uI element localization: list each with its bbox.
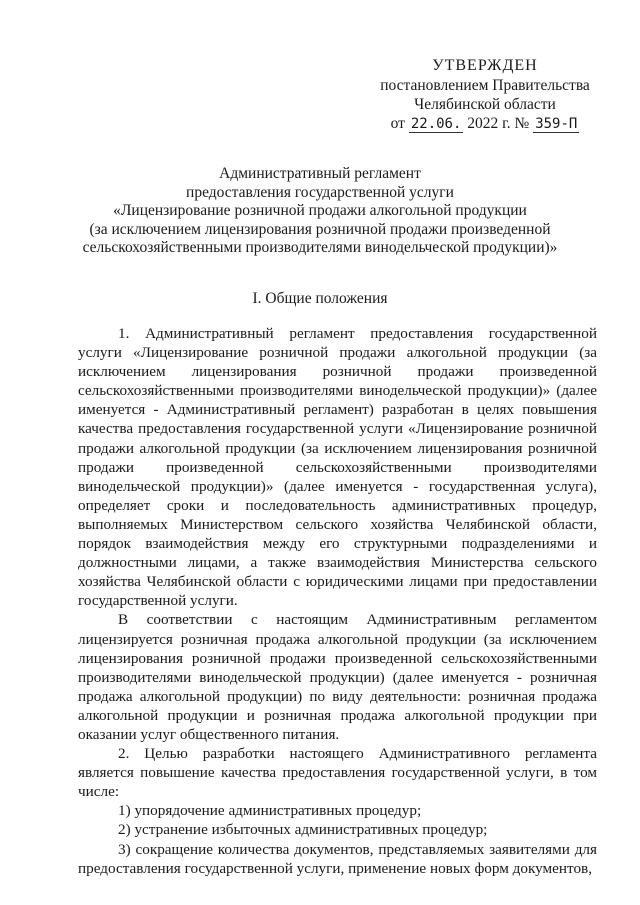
- title-line-1: Административный регламент: [219, 165, 421, 182]
- paragraph-1: 1. Административный регламент предоставления государственной услуги «Лицензирование розничной продажи алкогольной продукции (за исключением лицензирования розничной продажи произведенной сельскохозяйственными производителями винодельческой продукции)» (далее именуется - Административный регламент) разработан в целях повышения качества предоставления государственной услуги «Лицензирование розничной продажи алкогольной продукции (за исключением лицензирования розничной продажи произведенной сельскохозяйственными производителями винодельческой продукции)» (далее именуется - государственная услуга), определяет сроки и последовательность административных процедур, выполняемых Министерством сельского хозяйства Челябинской области, порядок взаимодействия между его структурными подразделениями и должностными лицами, а также взаимодействия Министерства сельского хозяйства Челябинской области с юридическими лицами при предоставлении государственной услуги.: [78, 325, 597, 610]
- paragraph-2: В соответствии с настоящим Административным регламентом лицензируется розничная продажа алкогольной продукции (за исключением лицензирования розничной продажи произведенной сельскохозяйственными производителями винодельческой продукции) (далее именуется - розничная продажа алкогольной продукции) по виду деятельности: розничная продажа алкогольной продукции и розничная продажа алкогольной продукции при оказании услуг общественного питания.: [78, 611, 597, 743]
- title-line-3: «Лицензирование розничной продажи алкогольной продукции: [113, 202, 527, 219]
- document-body: [78, 324, 597, 878]
- approval-line-1: постановлением Правительства: [380, 77, 590, 94]
- paragraph-3: 2. Целью разработки настоящего Административного регламента является повышение качества предоставления государственной услуги, в том числе:: [78, 745, 597, 801]
- title-line-4: (за исключением лицензирования розничной продажи произведенной: [89, 220, 551, 238]
- list-item-2: 2) устранение избыточных административных процедур;: [118, 821, 488, 839]
- approval-stamp: [365, 56, 605, 134]
- approval-line-2: Челябинской области: [414, 96, 556, 113]
- title-line-5: сельскохозяйственными производителями винодельческой продукции)»: [82, 239, 558, 256]
- list-item-1: 1) упорядочение административных процедур;: [118, 802, 422, 820]
- approval-date-line: [365, 114, 605, 134]
- approval-year: 2022 г. №: [467, 115, 530, 132]
- list-item-3: 3) сокращение количества документов, представляемых заявителями для предоставления государственной услуги, применение новых форм документов,: [78, 840, 597, 877]
- document-title: [75, 165, 565, 258]
- approval-number: 359-П: [535, 116, 578, 132]
- section-heading: I. Общие положения: [252, 290, 388, 307]
- title-line-2: предоставления государственной услуги: [186, 183, 454, 201]
- approval-heading: УТВЕРЖДЕН: [432, 57, 538, 74]
- date-prefix: от: [390, 115, 405, 132]
- approval-date: 22.06.: [410, 116, 462, 132]
